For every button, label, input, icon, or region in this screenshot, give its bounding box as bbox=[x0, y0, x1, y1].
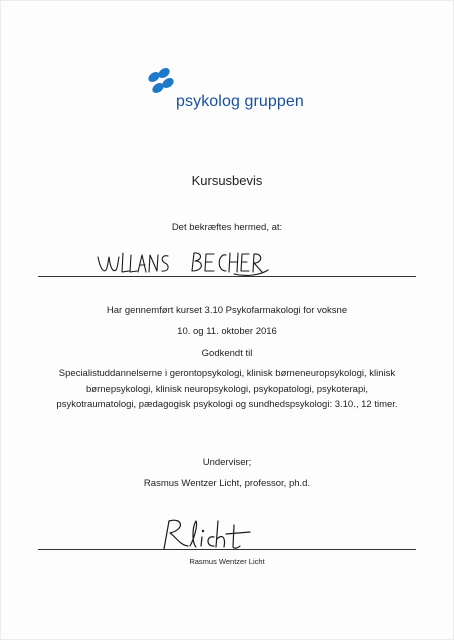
teacher-caption: Rasmus Wentzer Licht bbox=[189, 557, 265, 566]
certificate-title: Kursusbevis bbox=[191, 173, 263, 188]
teacher-label: Underviser; bbox=[202, 457, 252, 468]
course-dates: 10. og 11. oktober 2016 bbox=[177, 326, 277, 337]
approved-line: børnepsykologi, klinisk neuropsykologi, psykopatologi, psykoterapi, bbox=[86, 383, 368, 395]
teacher-signature-line bbox=[38, 549, 416, 550]
approved-line: psykotraumatologi, pædagogisk psykologi og sundhedspsykologi: 3.10., 12 timer. bbox=[56, 399, 398, 410]
approved-label: Godkendt til bbox=[201, 348, 253, 359]
teacher-name: Rasmus Wentzer Licht, professor, ph.d. bbox=[143, 478, 311, 489]
leaf-cluster-icon bbox=[142, 64, 178, 98]
brand-name: psykolog gruppen bbox=[176, 93, 304, 110]
recipient-signature-line bbox=[38, 276, 416, 277]
approved-paragraph bbox=[30, 366, 424, 413]
confirmation-text: Det bekræftes hermed, at: bbox=[171, 222, 283, 233]
approved-line: Specialistuddannelserne i gerontopsykologi, klinisk børneneuropsykologi, klinisk bbox=[58, 368, 396, 379]
recipient-signature bbox=[96, 243, 296, 279]
course-text: Har gennemført kurset 3.10 Psykofarmakologi for voksne bbox=[106, 305, 348, 316]
